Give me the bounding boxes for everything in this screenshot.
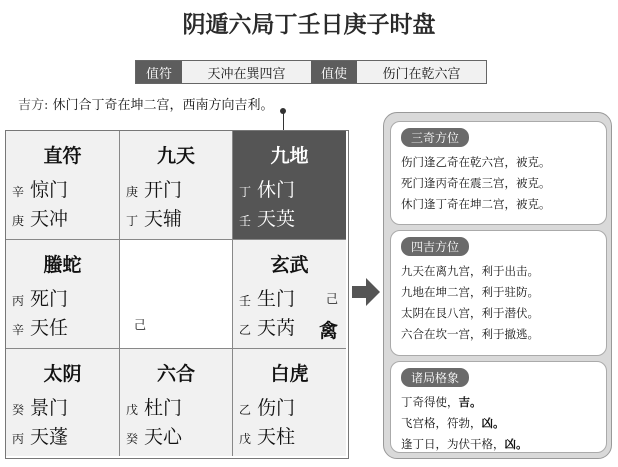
palace-star: 天冲 — [30, 208, 69, 230]
zhifu-label: 值符 — [136, 61, 182, 83]
palace-god: 六合 — [156, 363, 195, 385]
palace-xun-4 — [6, 131, 120, 240]
jigong-star: 禽 — [318, 320, 338, 342]
auspicious-text: 休门合丁奇在坤二宫，西南方向吉利。 — [52, 98, 274, 113]
palace-dui-7 — [233, 240, 346, 349]
earth-stem: 庚 — [12, 214, 25, 228]
palace-gate: 休门 — [257, 179, 296, 201]
palace-kun-2 — [233, 131, 346, 240]
palace-zhen-3 — [6, 240, 120, 349]
palace-gate: 生门 — [257, 288, 296, 310]
center-stem: 己 — [134, 318, 147, 332]
auspicious-direction — [18, 94, 274, 113]
palace-god: 白虎 — [270, 363, 309, 385]
palace-star: 天英 — [257, 208, 296, 230]
heaven-stem: 丁 — [239, 185, 252, 199]
sanqi-header: 三奇方位 — [401, 128, 469, 147]
zhifu-value: 天冲在巽四宫 — [182, 61, 311, 83]
siji-header: 四吉方位 — [401, 237, 469, 256]
sanqi-line: 伤门逢乙奇在乾六宫，被克。 — [401, 155, 551, 169]
palace-god: 九天 — [156, 145, 195, 167]
verdict: 吉。 — [458, 395, 482, 409]
geju-line: 逢丁日，为伏干格，凶。 — [401, 437, 528, 451]
sanqi-box — [390, 121, 607, 225]
heaven-stem: 壬 — [239, 294, 252, 308]
zhishi-value: 伤门在乾六宫 — [357, 61, 486, 83]
palace-gate: 开门 — [144, 179, 183, 201]
page-title: 阴遁六局丁壬日庚子时盘 — [182, 12, 436, 38]
siji-box — [390, 230, 607, 356]
siji-line: 太阴在艮八宫，利于潜伏。 — [401, 306, 539, 320]
heaven-stem: 戊 — [126, 403, 139, 417]
heaven-stem: 乙 — [239, 403, 252, 417]
arrow-right-icon — [352, 276, 382, 308]
palace-god: 直符 — [43, 145, 82, 167]
geju-line: 飞宫格，符勃，凶。 — [401, 416, 505, 430]
zhishi-label: 值使 — [311, 61, 357, 83]
geju-box — [390, 361, 607, 453]
siji-line: 六合在坎一宫，利于撤逃。 — [401, 327, 539, 341]
geju-header: 诸局格象 — [401, 368, 469, 387]
auspicious-label: 吉方: — [18, 98, 49, 113]
siji-line: 九地在坤二宫，利于驻防。 — [401, 285, 539, 299]
earth-stem: 丁 — [126, 214, 139, 228]
jigong-stem: 己 — [325, 292, 338, 306]
verdict: 凶。 — [481, 416, 505, 430]
earth-stem: 辛 — [12, 323, 25, 337]
siji-line: 九天在离九宫，利于出击。 — [401, 264, 539, 278]
earth-stem: 乙 — [239, 323, 252, 337]
earth-stem: 戊 — [239, 432, 252, 446]
heaven-stem: 癸 — [12, 403, 25, 417]
heaven-stem: 辛 — [12, 185, 25, 199]
sanqi-line: 休门逢丁奇在坤二宫，被克。 — [401, 197, 551, 211]
palace-center-5 — [120, 240, 233, 349]
heaven-stem: 庚 — [126, 185, 139, 199]
palace-qian-6 — [233, 349, 346, 456]
palace-gate: 杜门 — [144, 397, 183, 419]
earth-stem: 癸 — [126, 432, 139, 446]
palace-gate: 伤门 — [257, 397, 296, 419]
palace-gen-8 — [6, 349, 120, 456]
palace-god: 螣蛇 — [43, 254, 82, 276]
palace-god: 太阴 — [43, 363, 82, 385]
palace-star: 天心 — [144, 426, 183, 448]
geju-line: 丁奇得使，吉。 — [401, 395, 482, 409]
palace-god: 九地 — [270, 145, 309, 167]
palace-star: 天柱 — [257, 426, 296, 448]
palace-grid — [5, 130, 349, 459]
palace-star: 天芮 — [257, 317, 296, 339]
earth-stem: 丙 — [12, 432, 25, 446]
heaven-stem: 丙 — [12, 294, 25, 308]
palace-gate: 惊门 — [30, 179, 69, 201]
palace-kan-1 — [120, 349, 233, 456]
palace-god: 玄武 — [270, 254, 309, 276]
pointer-line — [283, 111, 284, 131]
palace-star: 天辅 — [144, 208, 183, 230]
palace-li-9 — [120, 131, 233, 240]
palace-gate: 死门 — [30, 288, 69, 310]
analysis-panel — [383, 112, 612, 459]
palace-star: 天蓬 — [30, 426, 69, 448]
verdict: 凶。 — [504, 437, 528, 451]
palace-gate: 景门 — [30, 397, 69, 419]
duty-bar — [135, 60, 487, 84]
palace-star: 天任 — [30, 317, 69, 339]
sanqi-line: 死门逢丙奇在震三宫，被克。 — [401, 176, 551, 190]
earth-stem: 壬 — [239, 214, 252, 228]
